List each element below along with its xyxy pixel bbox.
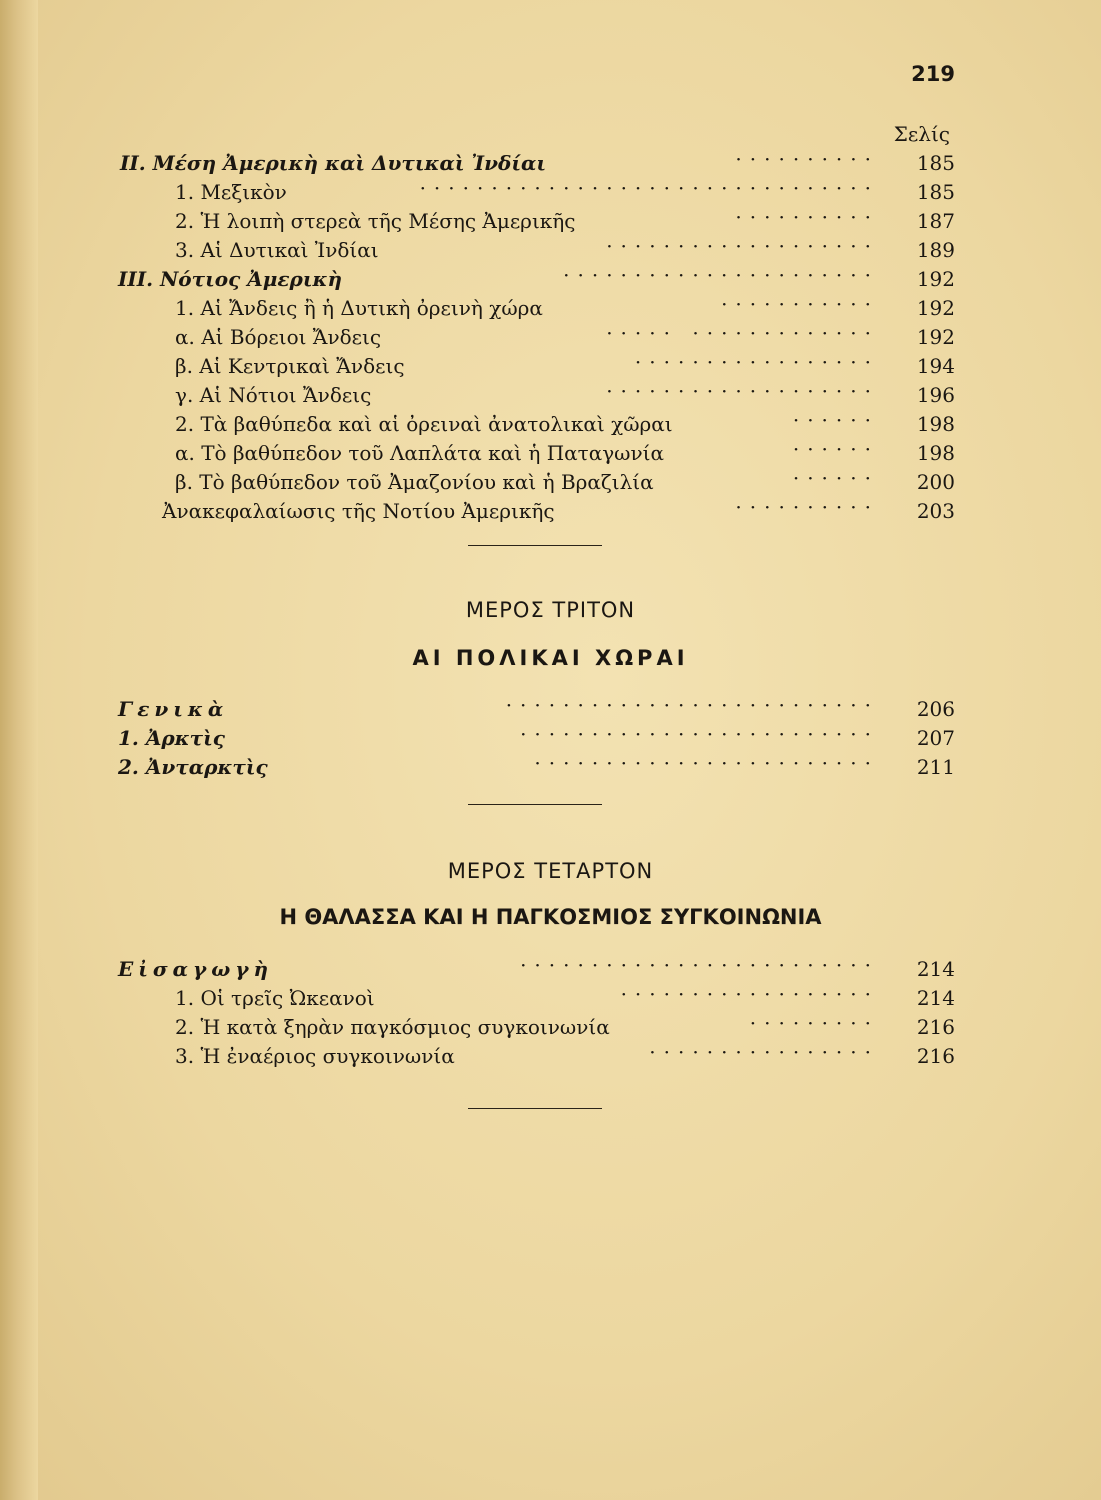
leader-dots: ························	[534, 751, 879, 775]
leader-dots: ··········	[735, 495, 879, 519]
toc-entry-label: 3. Ἡ ἐναέριος συγκοινωνία	[175, 1044, 455, 1068]
toc-entry-page: 207	[916, 726, 955, 750]
toc-entry-page: 189	[916, 238, 955, 262]
toc-entry-label: 2. Ἀνταρκτὶς	[118, 755, 268, 779]
toc-entry-page: 214	[916, 986, 955, 1010]
toc-entry-label: 3. Αἱ Δυτικαὶ Ἰνδίαι	[175, 238, 379, 262]
leader-dots: ······	[792, 408, 879, 432]
toc-entry-page: 185	[916, 180, 955, 204]
toc-entry	[0, 982, 1101, 1015]
toc-entry-label: 1. Μεξικὸν	[175, 180, 287, 204]
toc-entry	[0, 176, 1101, 209]
toc-entry-page: 211	[916, 755, 955, 779]
toc-entry-page: 192	[916, 325, 955, 349]
toc-entry	[0, 495, 1101, 528]
part-four-title: ΜΕΡΟΣ ΤΕΤΑΡΤΟΝ	[447, 859, 654, 883]
toc-entry-page: 216	[916, 1044, 955, 1068]
toc-entry-label: 2. Ἡ λοιπὴ στερεὰ τῆς Μέσης Ἀμερικῆς	[175, 209, 576, 233]
toc-entry	[0, 263, 1101, 296]
part-three-title: ΜΕΡΟΣ ΤΡΙΤΟΝ	[465, 598, 636, 622]
toc-entry-label: 1. Ἀρκτὶς	[118, 726, 225, 750]
leader-dots: ···················	[606, 379, 879, 403]
toc-entry-label: β. Τὸ βαθύπεδον τοῦ Ἀμαζονίου καὶ ἡ Βραζιλία	[175, 470, 654, 494]
page-number: 219	[911, 62, 955, 86]
toc-entry-page: 185	[916, 151, 955, 175]
page-column-header: Σελίς	[893, 122, 950, 146]
toc-entry-label: Γενικὰ	[118, 697, 229, 721]
toc-entry-page: 200	[916, 470, 955, 494]
toc-entry	[0, 379, 1101, 412]
toc-entry-label: 1. Οἱ τρεῖς Ὠκεανοὶ	[175, 986, 375, 1010]
toc-entry-label: γ. Αἱ Νότιοι Ἄνδεις	[175, 383, 372, 407]
leader-dots: ···········	[721, 292, 879, 316]
leader-dots: ······	[792, 466, 879, 490]
toc-entry-page: 203	[916, 499, 955, 523]
toc-entry-page: 192	[916, 267, 955, 291]
section-divider	[468, 1108, 602, 1109]
leader-dots: ··························	[505, 693, 879, 717]
toc-entry-label: α. Τὸ βαθύπεδον τοῦ Λαπλάτα καὶ ἡ Παταγωνία	[175, 441, 664, 465]
section-divider	[468, 804, 602, 805]
leader-dots: ·························	[520, 722, 879, 746]
leader-dots: ····· ·············	[606, 321, 879, 345]
leader-dots: ··········	[735, 147, 879, 171]
leader-dots: ··········	[735, 205, 879, 229]
toc-entry-page: 206	[916, 697, 955, 721]
leader-dots: ································	[419, 176, 879, 200]
leader-dots: ······················	[563, 263, 879, 287]
toc-entry-label: Ἀνακεφαλαίωσις τῆς Νοτίου Ἀμερικῆς	[162, 499, 555, 523]
toc-entry	[0, 408, 1101, 441]
toc-entry-label: Εἰσαγωγὴ	[118, 957, 274, 981]
toc-entry-label: 2. Ἡ κατὰ ξηρὰν παγκόσμιος συγκοινωνία	[175, 1015, 610, 1039]
toc-entry-label: α. Αἱ Βόρειοι Ἄνδεις	[175, 325, 382, 349]
leader-dots: ·························	[520, 953, 879, 977]
leader-dots: ·················	[634, 350, 879, 374]
toc-entry-label: 2. Τὰ βαθύπεδα καὶ αἱ ὀρειναὶ ἀνατολικαὶ χῶραι	[175, 412, 673, 436]
toc-entry-page: 194	[916, 354, 955, 378]
leader-dots: ·········	[749, 1011, 879, 1035]
toc-entry-page: 214	[916, 957, 955, 981]
toc-entry-page: 192	[916, 296, 955, 320]
leader-dots: ················	[649, 1040, 879, 1064]
toc-entry-label: II. Μέση Ἀμερικὴ καὶ Δυτικαὶ Ἰνδίαι	[120, 151, 547, 175]
section-divider	[468, 545, 602, 546]
toc-entry-page: 216	[916, 1015, 955, 1039]
toc-entry-page: 187	[916, 209, 955, 233]
toc-entry-page: 198	[916, 441, 955, 465]
leader-dots: ······	[792, 437, 879, 461]
toc-entry-label: 1. Αἱ Ἄνδεις ἢ ἡ Δυτικὴ ὀρεινὴ χώρα	[175, 296, 543, 320]
toc-entry	[0, 1040, 1101, 1073]
part-three-subtitle: ΑΙ ΠΟΛΙΚΑΙ ΧΩΡΑΙ	[412, 646, 689, 670]
leader-dots: ···················	[606, 234, 879, 258]
toc-entry-page: 196	[916, 383, 955, 407]
toc-entry-page: 198	[916, 412, 955, 436]
toc-entry	[0, 466, 1101, 499]
toc-entry-label: β. Αἱ Κεντρικαὶ Ἄνδεις	[175, 354, 405, 378]
toc-entry-label: III. Νότιος Ἀμερικὴ	[118, 267, 343, 291]
leader-dots: ··················	[620, 982, 879, 1006]
toc-entry	[0, 437, 1101, 470]
toc-entry	[0, 751, 1101, 784]
part-four-subtitle: Η ΘΑΛΑΣΣΑ ΚΑΙ Η ΠΑΓΚΟΣΜΙΟΣ ΣΥΓΚΟΙΝΩΝΙΑ	[279, 905, 822, 929]
